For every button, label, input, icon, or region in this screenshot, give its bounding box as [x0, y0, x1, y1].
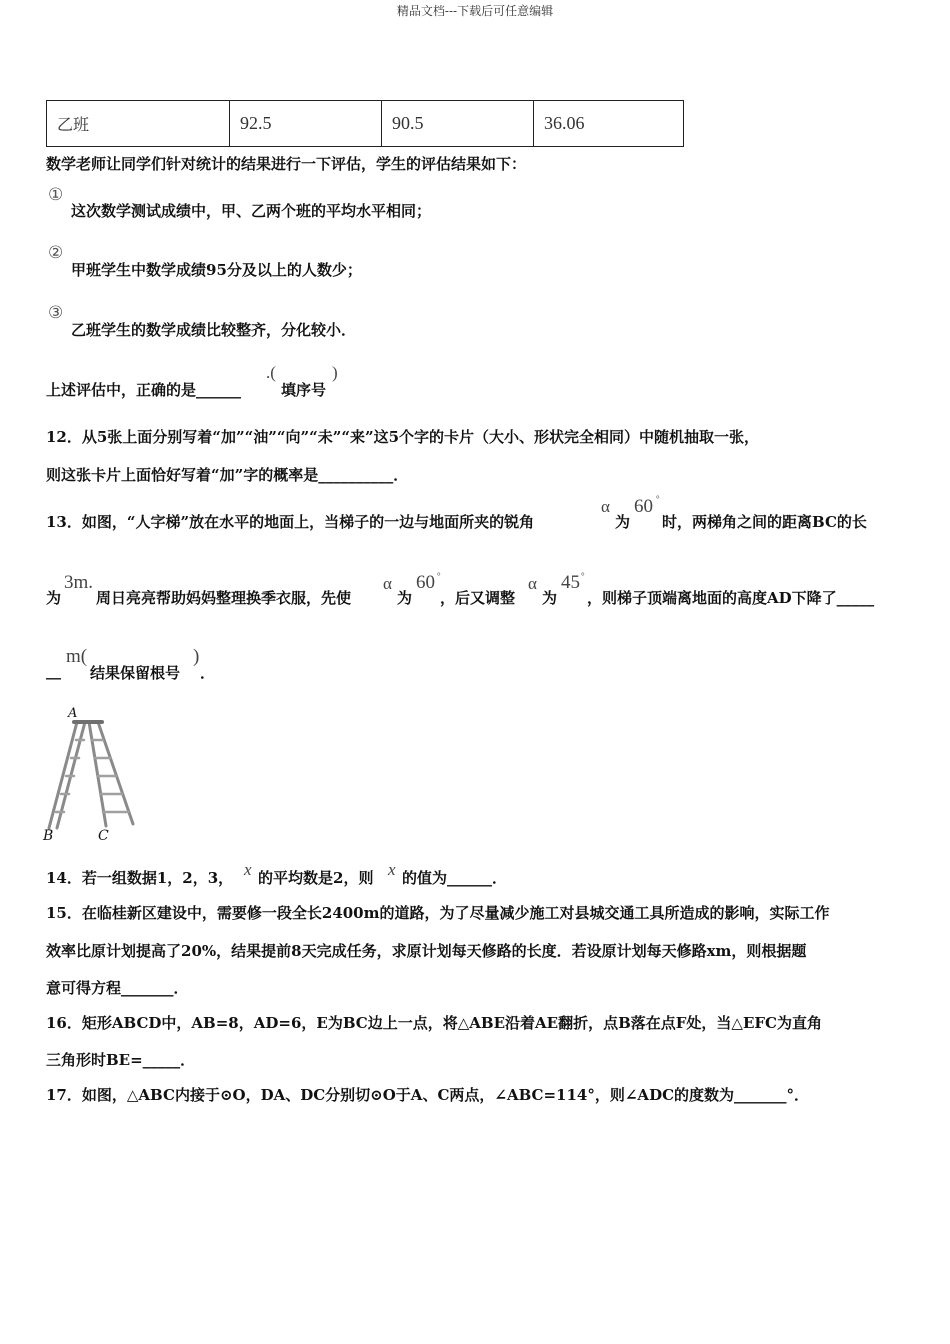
- variable-x: x: [244, 860, 252, 879]
- q13-line2c: ，则梯子顶端离地面的高度AD下降了_____: [587, 589, 875, 607]
- q13-wei: 为: [542, 589, 558, 607]
- alpha-symbol: α: [528, 574, 537, 593]
- q15-line1: 15．在临桂新区建设中，需要修一段全长2400m的道路，为了尽量减少施工对县城交通工具所造成的影响，实际工作: [46, 904, 830, 922]
- angle-60: 60: [634, 496, 653, 517]
- point-label-b: B: [43, 828, 54, 844]
- angle-45: 45: [561, 572, 580, 593]
- q13-close-paren: ): [193, 646, 200, 667]
- item-marker: ③: [48, 303, 64, 323]
- table-cell: 乙班: [47, 101, 230, 147]
- q13-m-paren: m(: [66, 646, 88, 667]
- item-marker: ②: [48, 243, 64, 263]
- alpha-symbol: α: [601, 497, 610, 516]
- item-marker: ①: [48, 185, 64, 205]
- q13-line1b: 时，两梯角之间的距离BC的长: [662, 513, 867, 531]
- q16-line1: 16．矩形ABCD中，AB=8，AD=6，E为BC边上一点，将△ABE沿着AE翻折，点B落在点F处，当△EFC为直角: [46, 1014, 822, 1032]
- answer-hint: 填序号: [281, 381, 327, 399]
- q13-period: ．: [200, 664, 216, 682]
- q13-line2b: ，后又调整: [440, 589, 516, 607]
- q16-line2: 三角形时BE=_____．: [46, 1051, 196, 1069]
- intro-text: 数学老师让同学们针对统计的结果进行一下评估，学生的评估结果如下：: [46, 155, 527, 173]
- item-text: 乙班学生的数学成绩比较整齐，分化较小．: [71, 321, 357, 339]
- q13-line3a: __: [46, 662, 61, 680]
- answer-close-paren: ): [332, 363, 338, 382]
- table-cell: 36.06: [534, 101, 684, 147]
- variable-x: x: [388, 860, 396, 879]
- ladder-figure: [40, 706, 140, 848]
- length-3m: 3m.: [64, 572, 94, 593]
- q17-line1: 17．如图，△ABC内接于⊙O，DA、DC分别切⊙O于A、C两点，∠ABC=114°，则∠ADC的度数为_______°．: [46, 1086, 810, 1104]
- alpha-symbol: α: [383, 574, 392, 593]
- q13-wei: 为: [615, 513, 631, 531]
- degree-mark: °: [656, 494, 660, 504]
- q12-line1: 12．从5张上面分别写着“加”“油”“向”“未”“来”这5个字的卡片（大小、形状完全相同）中随机抽取一张，: [46, 428, 760, 446]
- table-cell: 90.5: [382, 101, 534, 147]
- item-text: 这次数学测试成绩中，甲、乙两个班的平均水平相同；: [71, 202, 432, 220]
- answer-lead: 上述评估中，正确的是______: [46, 381, 242, 399]
- q13-line1a: 13．如图，“人字梯”放在水平的地面上，当梯子的一边与地面所夹的锐角: [46, 513, 535, 531]
- q13-wei: 为: [397, 589, 413, 607]
- degree-mark: °: [437, 571, 441, 581]
- q12-line2: 则这张卡片上面恰好写着“加”字的概率是__________．: [46, 466, 409, 484]
- q15-line2: 效率比原计划提高了20%，结果提前8天完成任务，求原计划每天修路的长度．若设原计划每天修路xm，则根据题: [46, 942, 807, 960]
- degree-mark: °: [581, 571, 585, 581]
- q13-line2a: 周日亮亮帮助妈妈整理换季衣服，先使: [96, 589, 352, 607]
- q14-part-b: 的平均数是2，则: [258, 869, 374, 887]
- table-row: [47, 101, 684, 147]
- item-text: 甲班学生中数学成绩95分及以上的人数少；: [71, 261, 362, 279]
- q15-line3: 意可得方程_______．: [46, 979, 189, 997]
- point-label-a: A: [68, 706, 78, 721]
- q13-line3b: 结果保留根号: [90, 664, 181, 682]
- answer-dot-paren: .(: [266, 363, 276, 382]
- q14-part-a: 14．若一组数据1，2，3，: [46, 869, 234, 887]
- q14-part-c: 的值为______．: [402, 869, 508, 887]
- score-table: [46, 100, 684, 147]
- page-header: 精品文档---下载后可任意编辑: [396, 4, 554, 18]
- angle-60: 60: [416, 572, 435, 593]
- table-cell: 92.5: [230, 101, 382, 147]
- point-label-c: C: [98, 828, 109, 844]
- ladder-drawing: [40, 706, 140, 848]
- q13-wei: 为: [46, 589, 62, 607]
